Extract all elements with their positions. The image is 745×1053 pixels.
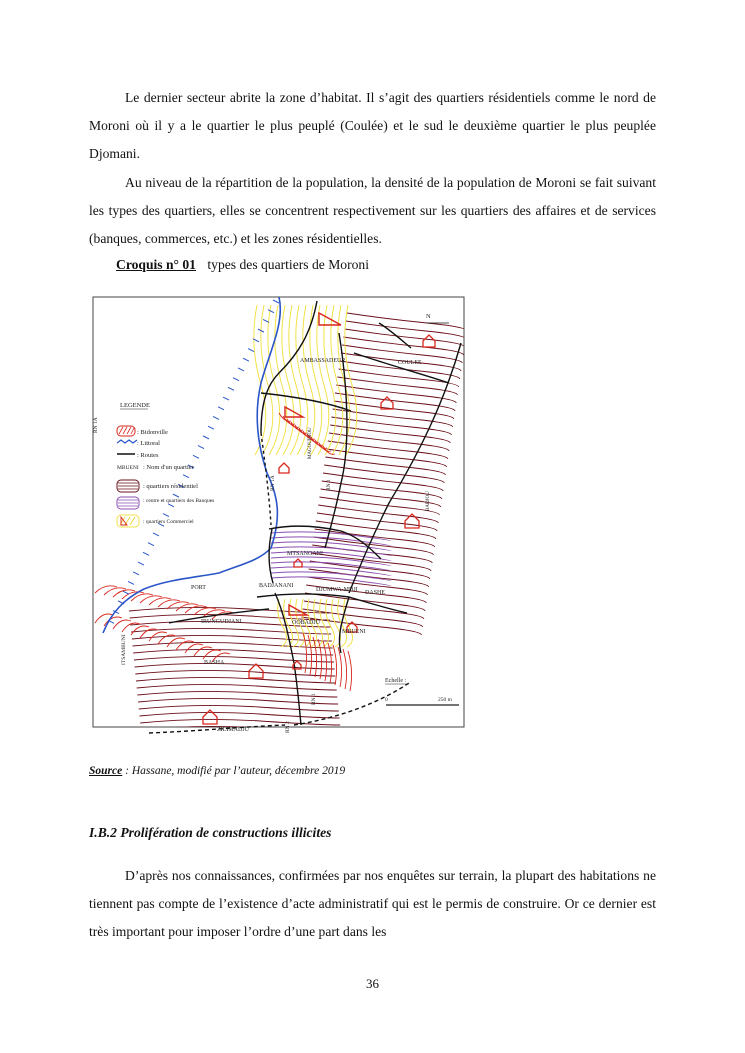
legend-text-district: : Nom d'un quartier bbox=[143, 464, 194, 471]
district-label: PORT bbox=[191, 585, 206, 591]
page-number: 36 bbox=[366, 976, 379, 991]
road-label: RN 1 bbox=[311, 693, 317, 705]
section-title: I.B.2 Prolifération de constructions illicites bbox=[89, 825, 332, 840]
legend-sym-district: MBUENI bbox=[117, 465, 139, 471]
scale-label: Echelle : bbox=[385, 678, 407, 684]
map-figure bbox=[89, 293, 467, 748]
road-label: BADJOU bbox=[426, 491, 431, 511]
scale-end: 250 m bbox=[438, 697, 452, 703]
figure-source bbox=[89, 765, 345, 777]
district-label: ZILIMADJU bbox=[217, 727, 249, 733]
district-label: MBUENI bbox=[342, 629, 366, 635]
figure-caption bbox=[116, 257, 369, 273]
district-label: COULEE bbox=[398, 360, 422, 366]
source-label: Source bbox=[89, 765, 123, 777]
scale-start: 0 bbox=[385, 697, 388, 703]
legend-text-commercial: : quartiers Commerciel bbox=[143, 519, 194, 525]
district-label: OOBADJU bbox=[292, 620, 321, 626]
road-label: RN 1A bbox=[93, 417, 99, 433]
figure-label: Croquis n° 01 bbox=[116, 257, 196, 272]
paragraph-1: Le dernier secteur abrite la zone d’habitat. Il s’agit des quartiers résidentiels comme le nord de Moroni où il y a le quartier le plus peuplé (Coulée) et le sud le deuxième quartier le plus peuplée Djomani. bbox=[89, 90, 656, 161]
road-label: MAGOUDJOU bbox=[308, 427, 313, 459]
source-text: : Hassane, modifié par l’auteur, décembre 2019 bbox=[122, 765, 346, 777]
map-svg bbox=[89, 293, 467, 748]
paragraph-3: D’après nos connaissances, confirmées par nos enquêtes sur terrain, la plupart des habitations ne tiennent pas compte de l’existence d’acte administratif qui est le permis de construire. Or ce dernier est très important pour imposer l’ordre d’une part dans les bbox=[89, 868, 656, 939]
road-label: RN 1A bbox=[270, 475, 276, 491]
legend-text-road: : Routes bbox=[137, 452, 159, 459]
district-label: MTSANGANI bbox=[287, 551, 323, 557]
north-label: N bbox=[426, 313, 431, 320]
road-label: RN 1 bbox=[326, 479, 332, 491]
legend-text-banks: : centre et quartiers des Banques bbox=[143, 498, 215, 504]
legend-text-slum: : Bidonville bbox=[137, 429, 168, 436]
road-label: RN 2 bbox=[285, 721, 291, 733]
district-label: ITSAMBUNI bbox=[121, 634, 127, 665]
figure-title: types des quartiers de Moroni bbox=[207, 257, 369, 272]
district-label: BADJANANI bbox=[259, 583, 294, 589]
district-label: AMBASSADEUR bbox=[300, 358, 346, 364]
district-label: BASHA bbox=[204, 660, 225, 666]
legend-text-coast: : Littoral bbox=[137, 440, 160, 447]
legend-text-residential: : quartiers résidentiel bbox=[143, 483, 198, 490]
paragraph-2: Au niveau de la répartition de la population, la densité de la population de Moroni se fait suivant les types des quartiers, elles se concentrent respectivement sur les quartiers des affaires et de services (banques, commerces, etc.) et les zones résidentielles. bbox=[89, 175, 656, 246]
district-label: DJUMWA-MDJI bbox=[316, 587, 358, 593]
district-label: IRUNGUDJANI bbox=[201, 619, 242, 625]
legend-title: LEGENDE bbox=[120, 402, 150, 409]
district-label: DASHE bbox=[365, 590, 386, 596]
